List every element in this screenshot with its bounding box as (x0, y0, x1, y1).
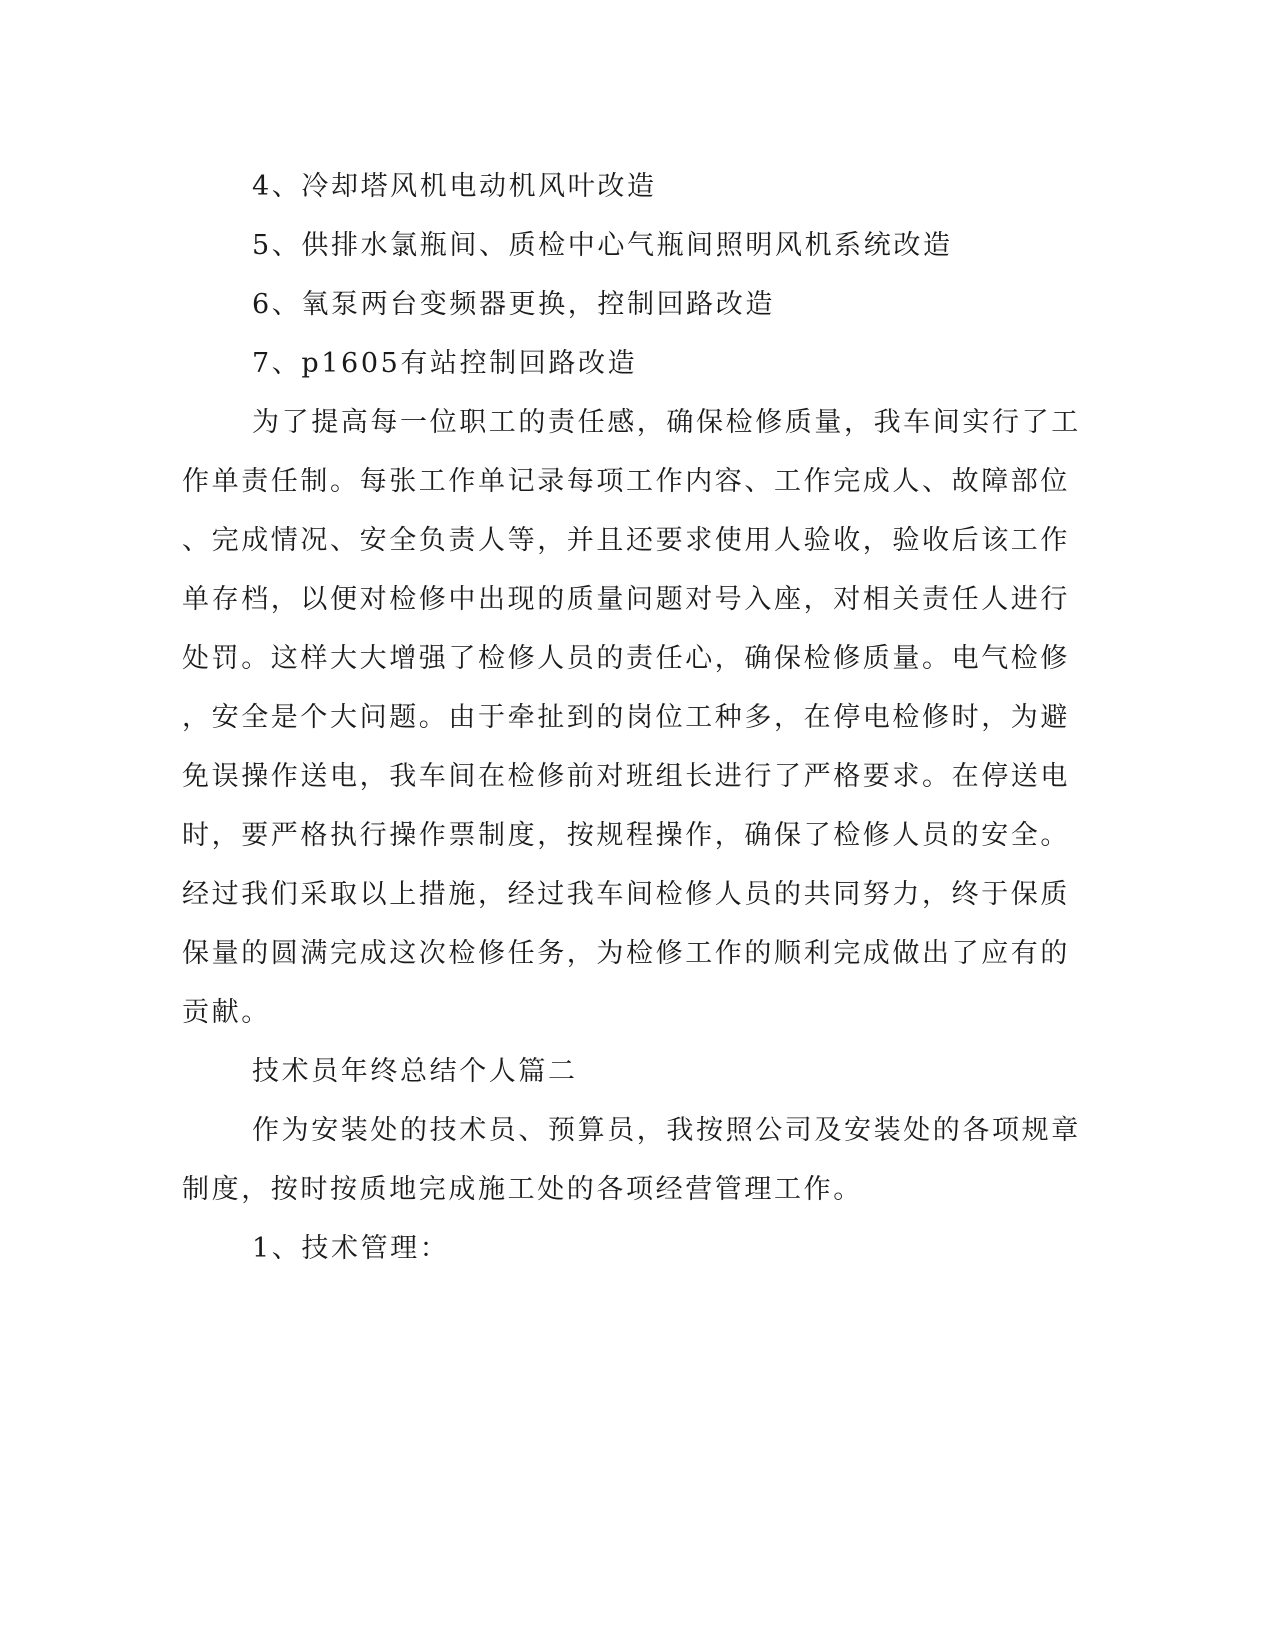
paragraph-line: ，安全是个大问题。由于牵扯到的岗位工种多，在停电检修时，为避 (182, 702, 1070, 733)
paragraph-line: 为了提高每一位职工的责任感，确保检修质量，我车间实行了工 (252, 407, 1081, 438)
paragraph-line: 处罚。这样大大增强了检修人员的责任心，确保检修质量。电气检修 (182, 643, 1070, 674)
paragraph-line: 保量的圆满完成这次检修任务，为检修工作的顺利完成做出了应有的 (182, 938, 1070, 969)
paragraph-line: 作为安装处的技术员、预算员，我按照公司及安装处的各项规章 (252, 1115, 1081, 1146)
paragraph-line: 单存档，以便对检修中出现的质量问题对号入座，对相关责任人进行 (182, 584, 1070, 615)
section-title: 技术员年终总结个人篇二 (252, 1056, 578, 1087)
paragraph-line: 免误操作送电，我车间在检修前对班组长进行了严格要求。在停送电 (182, 761, 1070, 792)
list-item: 6、氧泵两台变频器更换，控制回路改造 (252, 289, 775, 320)
list-item: 7、p1605有站控制回路改造 (252, 348, 638, 379)
paragraph-line: 时，要严格执行操作票制度，按规程操作，确保了检修人员的安全。 (182, 820, 1070, 851)
paragraph-responsibility (182, 393, 1081, 1042)
list-item: 5、供排水氯瓶间、质检中心气瓶间照明风机系统改造 (252, 230, 953, 261)
subheading: 1、技术管理： (252, 1233, 450, 1264)
paragraph-line: 作单责任制。每张工作单记录每项工作内容、工作完成人、故障部位 (182, 466, 1070, 497)
list-item: 4、冷却塔风机电动机风叶改造 (252, 171, 657, 202)
paragraph-line: 贡献。 (182, 997, 271, 1028)
paragraph-line: 经过我们采取以上措施，经过我车间检修人员的共同努力，终于保质 (182, 879, 1070, 910)
document-body (182, 157, 1081, 1278)
paragraph-line: 制度，按时按质地完成施工处的各项经营管理工作。 (182, 1174, 863, 1205)
paragraph-line: 、完成情况、安全负责人等，并且还要求使用人验收，验收后该工作 (182, 525, 1070, 556)
paragraph-intro (182, 1101, 1081, 1219)
